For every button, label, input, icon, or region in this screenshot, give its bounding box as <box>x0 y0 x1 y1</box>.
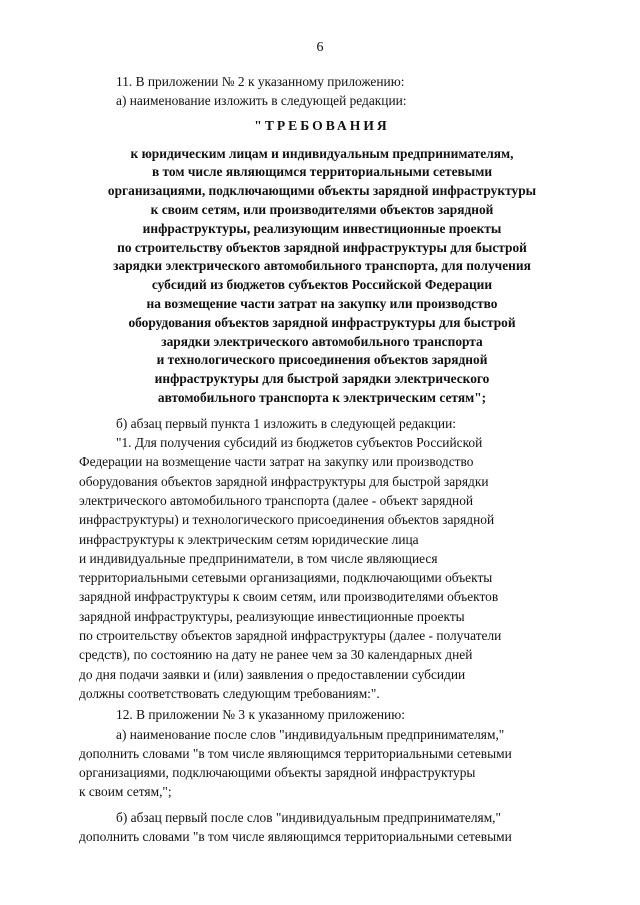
heading-line: автомобильного транспорта к электрическим сетям"; <box>157 389 487 405</box>
quote-line: средств), по состоянию на дату не ранее чем за 30 календарных дней <box>79 647 473 663</box>
sub-a-line: к своим сетям,"; <box>79 784 172 800</box>
heading-line: к своим сетям, или производителями объектов зарядной <box>150 201 494 217</box>
sub-a-line: дополнить словами "в том числе являющимся территориальными сетевыми <box>79 745 512 761</box>
heading-line: зарядки электрического автомобильного транспорта, для получения <box>113 258 531 274</box>
heading-line: к юридическим лицам и индивидуальным предпринимателям, <box>130 145 514 161</box>
quoted-paragraph <box>79 433 565 703</box>
sub-b-line: дополнить словами "в том числе являющимся территориальными сетевыми <box>79 828 512 844</box>
requirements-heading <box>79 145 565 408</box>
quote-line: должны соответствовать следующим требованиям:". <box>79 685 380 701</box>
quote-line: территориальными сетевыми организациями, подключающими объекты <box>79 570 493 586</box>
heading-line: инфраструктуры, реализующим инвестиционные проекты <box>142 220 502 236</box>
quote-line: зарядной инфраструктуры к своим сетям, или производителями объектов <box>79 589 499 605</box>
heading-line: в том числе являющимся территориальными сетевыми <box>151 164 493 180</box>
sub-a-line: организациями, подключающими объекты зарядной инфраструктуры <box>79 765 476 781</box>
heading-line: зарядки электрического автомобильного транспорта <box>161 333 483 349</box>
item-12-sub-b <box>79 808 565 847</box>
document-body <box>79 72 565 846</box>
quote-line: по строительству объектов зарядной инфраструктуры (далее - получатели <box>79 628 502 644</box>
quote-line: электрического автомобильного транспорта (далее - объект зарядной <box>79 492 474 508</box>
heading-line: организациями, подключающими объекты зарядной инфраструктуры <box>107 183 537 199</box>
item-11-sub-a: а) наименование изложить в следующей редакции: <box>116 93 407 109</box>
quote-line: инфраструктуры) и технологического присоединения объектов зарядной <box>79 512 495 528</box>
quote-line: и индивидуальные предприниматели, в том числе являющиеся <box>79 550 438 566</box>
sub-b-line: б) абзац первый после слов "индивидуальным предпринимателям," <box>116 809 501 825</box>
heading-line: по строительству объектов зарядной инфраструктуры для быстрой <box>117 239 527 255</box>
quote-line: оборудования объектов зарядной инфраструктуры для быстрой зарядки <box>79 473 489 489</box>
heading-line: инфраструктуры для быстрой зарядки электрического <box>154 371 490 387</box>
quote-line: инфраструктуры к электрическим сетям юридические лица <box>79 531 419 547</box>
heading-line: на возмещение части затрат на закупку или производство <box>146 295 498 311</box>
heading-line: оборудования объектов зарядной инфраструктуры для быстрой <box>128 314 516 330</box>
sub-a-line: а) наименование после слов "индивидуальным предпринимателям," <box>116 726 505 742</box>
heading-line: и технологического присоединения объектов зарядной <box>156 352 488 368</box>
item-11-intro: 11. В приложении № 2 к указанному приложению: <box>116 74 405 89</box>
item-12-sub-a <box>79 725 565 802</box>
quote-line: до дня подачи заявки и (или) заявления о предоставлении субсидии <box>79 666 466 682</box>
requirements-title: "ТРЕБОВАНИЯ <box>254 117 390 133</box>
quote-line: Федерации на возмещение части затрат на закупку или производство <box>79 454 474 470</box>
item-12-intro: 12. В приложении № 3 к указанному приложению: <box>116 707 405 723</box>
quote-line: "1. Для получения субсидий из бюджетов субъектов Российской <box>116 435 483 451</box>
page-number: 6 <box>316 40 324 55</box>
heading-line: субсидий из бюджетов субъектов Российской Федерации <box>151 277 493 293</box>
item-11-sub-b: б) абзац первый пункта 1 изложить в следующей редакции: <box>116 415 456 431</box>
quote-line: зарядной инфраструктуры, реализующие инвестиционные проекты <box>79 608 465 624</box>
